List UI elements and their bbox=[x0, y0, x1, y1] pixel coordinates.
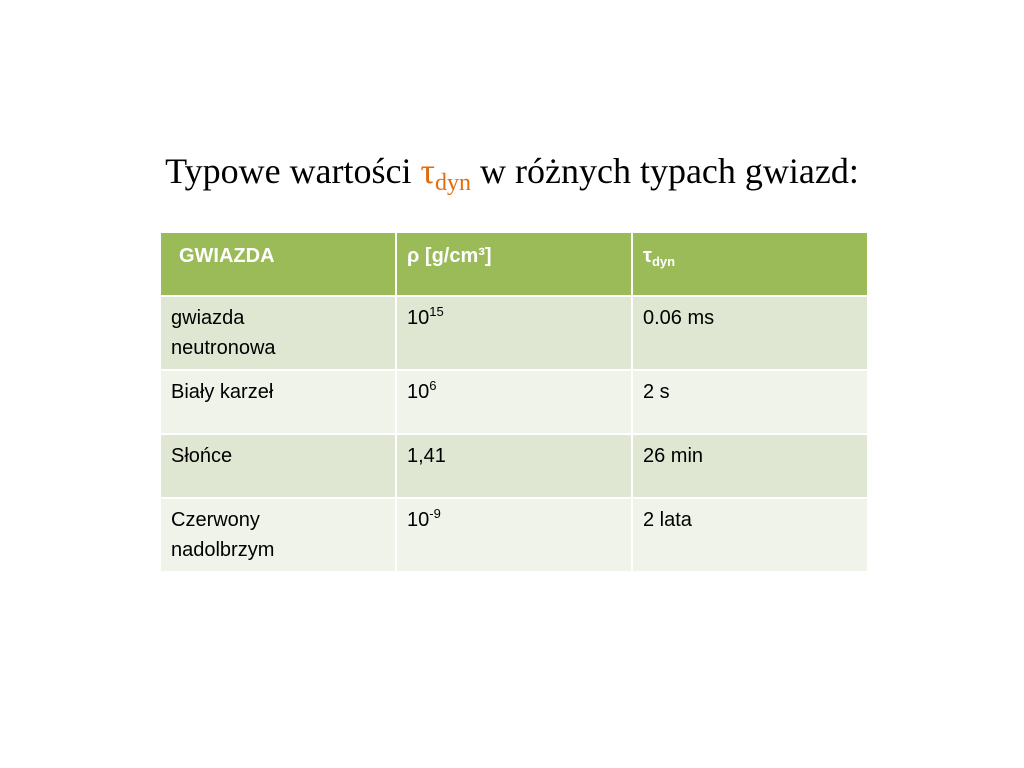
table-row bbox=[160, 370, 868, 434]
density-base: 10 bbox=[407, 381, 430, 403]
tau-symbol: τ bbox=[420, 151, 435, 191]
density-exponent: -9 bbox=[429, 506, 441, 521]
row-density bbox=[396, 370, 632, 434]
slide-title bbox=[0, 150, 1024, 197]
density-exponent: 6 bbox=[429, 378, 437, 393]
table-row bbox=[160, 498, 868, 572]
row-star-name bbox=[160, 498, 396, 572]
title-text-after: w różnych typach gwiazd: bbox=[471, 151, 859, 191]
density-base: 10 bbox=[407, 509, 430, 531]
row-star-name bbox=[160, 296, 396, 370]
table-row bbox=[160, 296, 868, 370]
row-density bbox=[396, 296, 632, 370]
density-base: 1,41 bbox=[407, 445, 446, 467]
title-text-before: Typowe wartości bbox=[165, 151, 421, 191]
star-name-line1: Słońce bbox=[171, 445, 233, 467]
row-star-name bbox=[160, 370, 396, 434]
row-star-name bbox=[160, 434, 396, 498]
star-name-line1: gwiazda bbox=[171, 307, 245, 329]
header-tau-subscript: dyn bbox=[651, 254, 676, 269]
star-name-line1: Czerwony bbox=[171, 509, 260, 531]
star-name-line1: Biały karzeł bbox=[171, 381, 274, 403]
table-row bbox=[160, 434, 868, 498]
header-star: GWIAZDA bbox=[160, 232, 396, 296]
star-name-line2: nadolbrzym bbox=[171, 539, 275, 561]
star-name-line2: neutronowa bbox=[171, 337, 276, 359]
row-tau: 2 lata bbox=[632, 498, 868, 572]
row-density bbox=[396, 434, 632, 498]
row-tau: 2 s bbox=[632, 370, 868, 434]
table-header-row bbox=[160, 232, 868, 296]
density-exponent: 15 bbox=[429, 304, 444, 319]
header-density: ρ [g/cm³] bbox=[396, 232, 632, 296]
row-tau: 26 min bbox=[632, 434, 868, 498]
header-tau bbox=[632, 232, 868, 296]
tau-dyn-symbol bbox=[420, 151, 471, 196]
header-tau-symbol: τ bbox=[643, 245, 652, 267]
star-table bbox=[159, 231, 869, 573]
density-base: 10 bbox=[407, 307, 430, 329]
row-density bbox=[396, 498, 632, 572]
row-tau: 0.06 ms bbox=[632, 296, 868, 370]
tau-subscript: dyn bbox=[435, 170, 471, 196]
